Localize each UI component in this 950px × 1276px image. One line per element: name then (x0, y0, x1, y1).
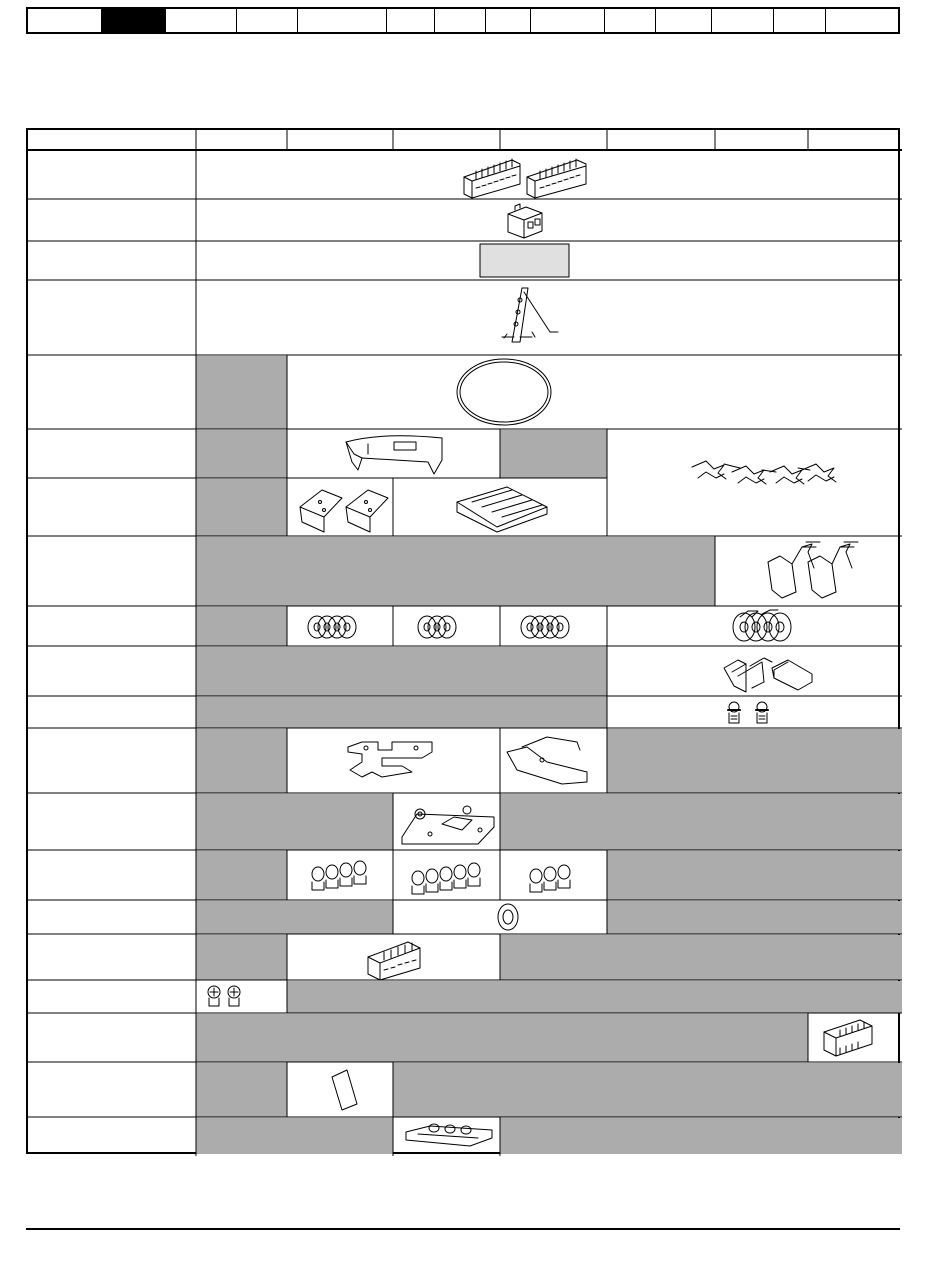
busbar-link-icon (406, 1124, 492, 1146)
finger-guard-icon (346, 436, 442, 474)
chapter-tab[interactable] (435, 9, 486, 32)
grounding-clamp-icon (724, 658, 812, 692)
grommet-icon (402, 806, 494, 844)
accessory-table (26, 128, 900, 1154)
gasket-plate-icon (208, 986, 240, 1006)
chapter-tab-bar (26, 7, 900, 34)
control-connector-plugs-icon (464, 159, 586, 198)
chapter-tab[interactable] (712, 9, 774, 32)
label-card-icon (480, 244, 569, 277)
not-supplied-cells (196, 356, 902, 1154)
chapter-tab[interactable] (237, 9, 298, 32)
nylon-washers-icon (300, 487, 547, 532)
grounding-bracket-icon (502, 288, 558, 342)
terminal-bar-icon (824, 1020, 872, 1056)
chapter-tab-active[interactable] (102, 9, 166, 32)
chapter-tab[interactable] (166, 9, 237, 32)
dc-terminal-cover-icon (768, 542, 858, 598)
low-voltage-connector-icon (312, 861, 570, 894)
chapter-tab[interactable] (387, 9, 435, 32)
relay-connector-plug-icon (508, 204, 542, 238)
input-connector-icon (368, 942, 420, 980)
sealing-ring-icon (457, 359, 551, 425)
chapter-tab[interactable] (298, 9, 387, 32)
accessory-table-graphic (28, 130, 902, 1156)
membrane-plate-icon (332, 1070, 357, 1110)
ground-bar-icon (728, 702, 768, 723)
chapter-tab[interactable] (486, 9, 531, 32)
chapter-tab[interactable] (605, 9, 656, 32)
screws-icon (308, 610, 791, 641)
grommet-clips-icon (692, 461, 836, 484)
footer-rule (26, 1228, 900, 1230)
chapter-tab[interactable] (774, 9, 826, 32)
terminal-nuts-icon (348, 737, 587, 784)
chapter-tab[interactable] (826, 9, 898, 32)
mounting-screws-icon (498, 904, 518, 930)
chapter-tab[interactable] (28, 9, 102, 32)
chapter-tab[interactable] (656, 9, 712, 32)
chapter-tab[interactable] (531, 9, 605, 32)
